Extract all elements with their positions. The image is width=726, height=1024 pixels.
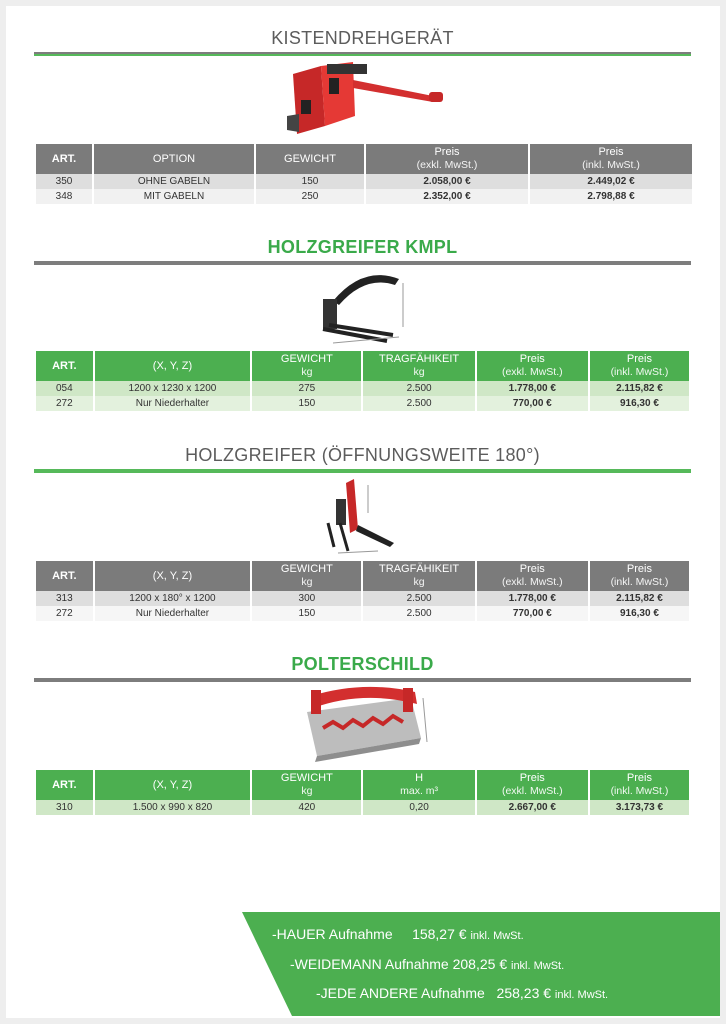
log-grapple-180-image (318, 473, 408, 555)
col-header-price-excl: Preis (exkl. MwSt.) (477, 351, 588, 381)
section-title: HOLZGREIFER (ÖFFNUNGSWEITE 180°) (185, 445, 540, 465)
price-table (34, 144, 694, 204)
col-header-price-incl: Preis (inkl. MwSt.) (590, 770, 689, 800)
section-polterschild (34, 652, 691, 815)
price-table (34, 770, 691, 815)
col-header-weight: GEWICHT kg (252, 561, 361, 591)
table-row: 310 1.500 x 990 x 820 420 0,20 2.667,00 € 3.173,73 € (36, 800, 689, 815)
col-header-capacity: TRAGFÄHIKEIT kg (363, 561, 474, 591)
col-header-capacity: TRAGFÄHIKEIT kg (363, 351, 474, 381)
col-header-art: ART. (36, 351, 93, 381)
banner-line-other: -JEDE ANDERE Aufnahme 258,23 € inkl. MwSt. (316, 985, 609, 1001)
table-row: 313 1200 x 180° x 1200 300 2.500 1.778,00 € 2.115,82 € (36, 591, 689, 606)
section-holzgreifer-kmpl (34, 235, 691, 411)
banner-line-hauer: -HAUER Aufnahme 158,27 € inkl. MwSt. (272, 926, 524, 942)
polterschild-image (293, 682, 433, 766)
table-row: 272 Nur Niederhalter 150 2.500 770,00 € 916,30 € (36, 606, 689, 621)
col-header-art: ART. (36, 561, 93, 591)
table-row: 054 1200 x 1230 x 1200 275 2.500 1.778,00 € 2.115,82 € (36, 381, 689, 396)
col-header-price-excl: Preis (exkl. MwSt.) (366, 144, 528, 174)
col-header-dimensions: (X, Y, Z) (95, 770, 251, 800)
col-header-art: ART. (36, 770, 93, 800)
banner-line-weidemann: -WEIDEMANN Aufnahme 208,25 € inkl. MwSt. (290, 956, 565, 972)
price-table (34, 561, 691, 621)
col-header-weight: GEWICHT (256, 144, 364, 174)
col-header-option: OPTION (94, 144, 254, 174)
section-title: POLTERSCHILD (291, 654, 434, 674)
section-holzgreifer-180 (34, 443, 691, 621)
price-table (34, 351, 691, 411)
col-header-weight: GEWICHT kg (252, 351, 361, 381)
table-row: 348 MIT GABELN 250 2.352,00 € 2.798,88 € (36, 189, 692, 204)
col-header-weight: GEWICHT kg (252, 770, 361, 800)
col-header-price-excl: Preis (exkl. MwSt.) (477, 561, 588, 591)
table-row: 350 OHNE GABELN 150 2.058,00 € 2.449,02 € (36, 174, 692, 189)
col-header-price-incl: Preis (inkl. MwSt.) (530, 144, 692, 174)
price-list-page (6, 6, 720, 1018)
col-header-art: ART. (36, 144, 92, 174)
col-header-price-excl: Preis (exkl. MwSt.) (477, 770, 588, 800)
col-header-dimensions: (X, Y, Z) (95, 561, 251, 591)
box-rotator-image (273, 56, 453, 138)
col-header-price-incl: Preis (inkl. MwSt.) (590, 351, 689, 381)
col-header-height: H max. m³ (363, 770, 474, 800)
section-title: HOLZGREIFER KMPL (267, 237, 458, 257)
col-header-price-incl: Preis (inkl. MwSt.) (590, 561, 689, 591)
adapter-price-banner (242, 912, 720, 1016)
section-title: KISTENDREHGERÄT (271, 28, 454, 48)
section-kistendrehgeraet (34, 26, 691, 204)
col-header-dimensions: (X, Y, Z) (95, 351, 251, 381)
table-row: 272 Nur Niederhalter 150 2.500 770,00 € 916,30 € (36, 396, 689, 411)
log-grapple-image (303, 265, 423, 345)
